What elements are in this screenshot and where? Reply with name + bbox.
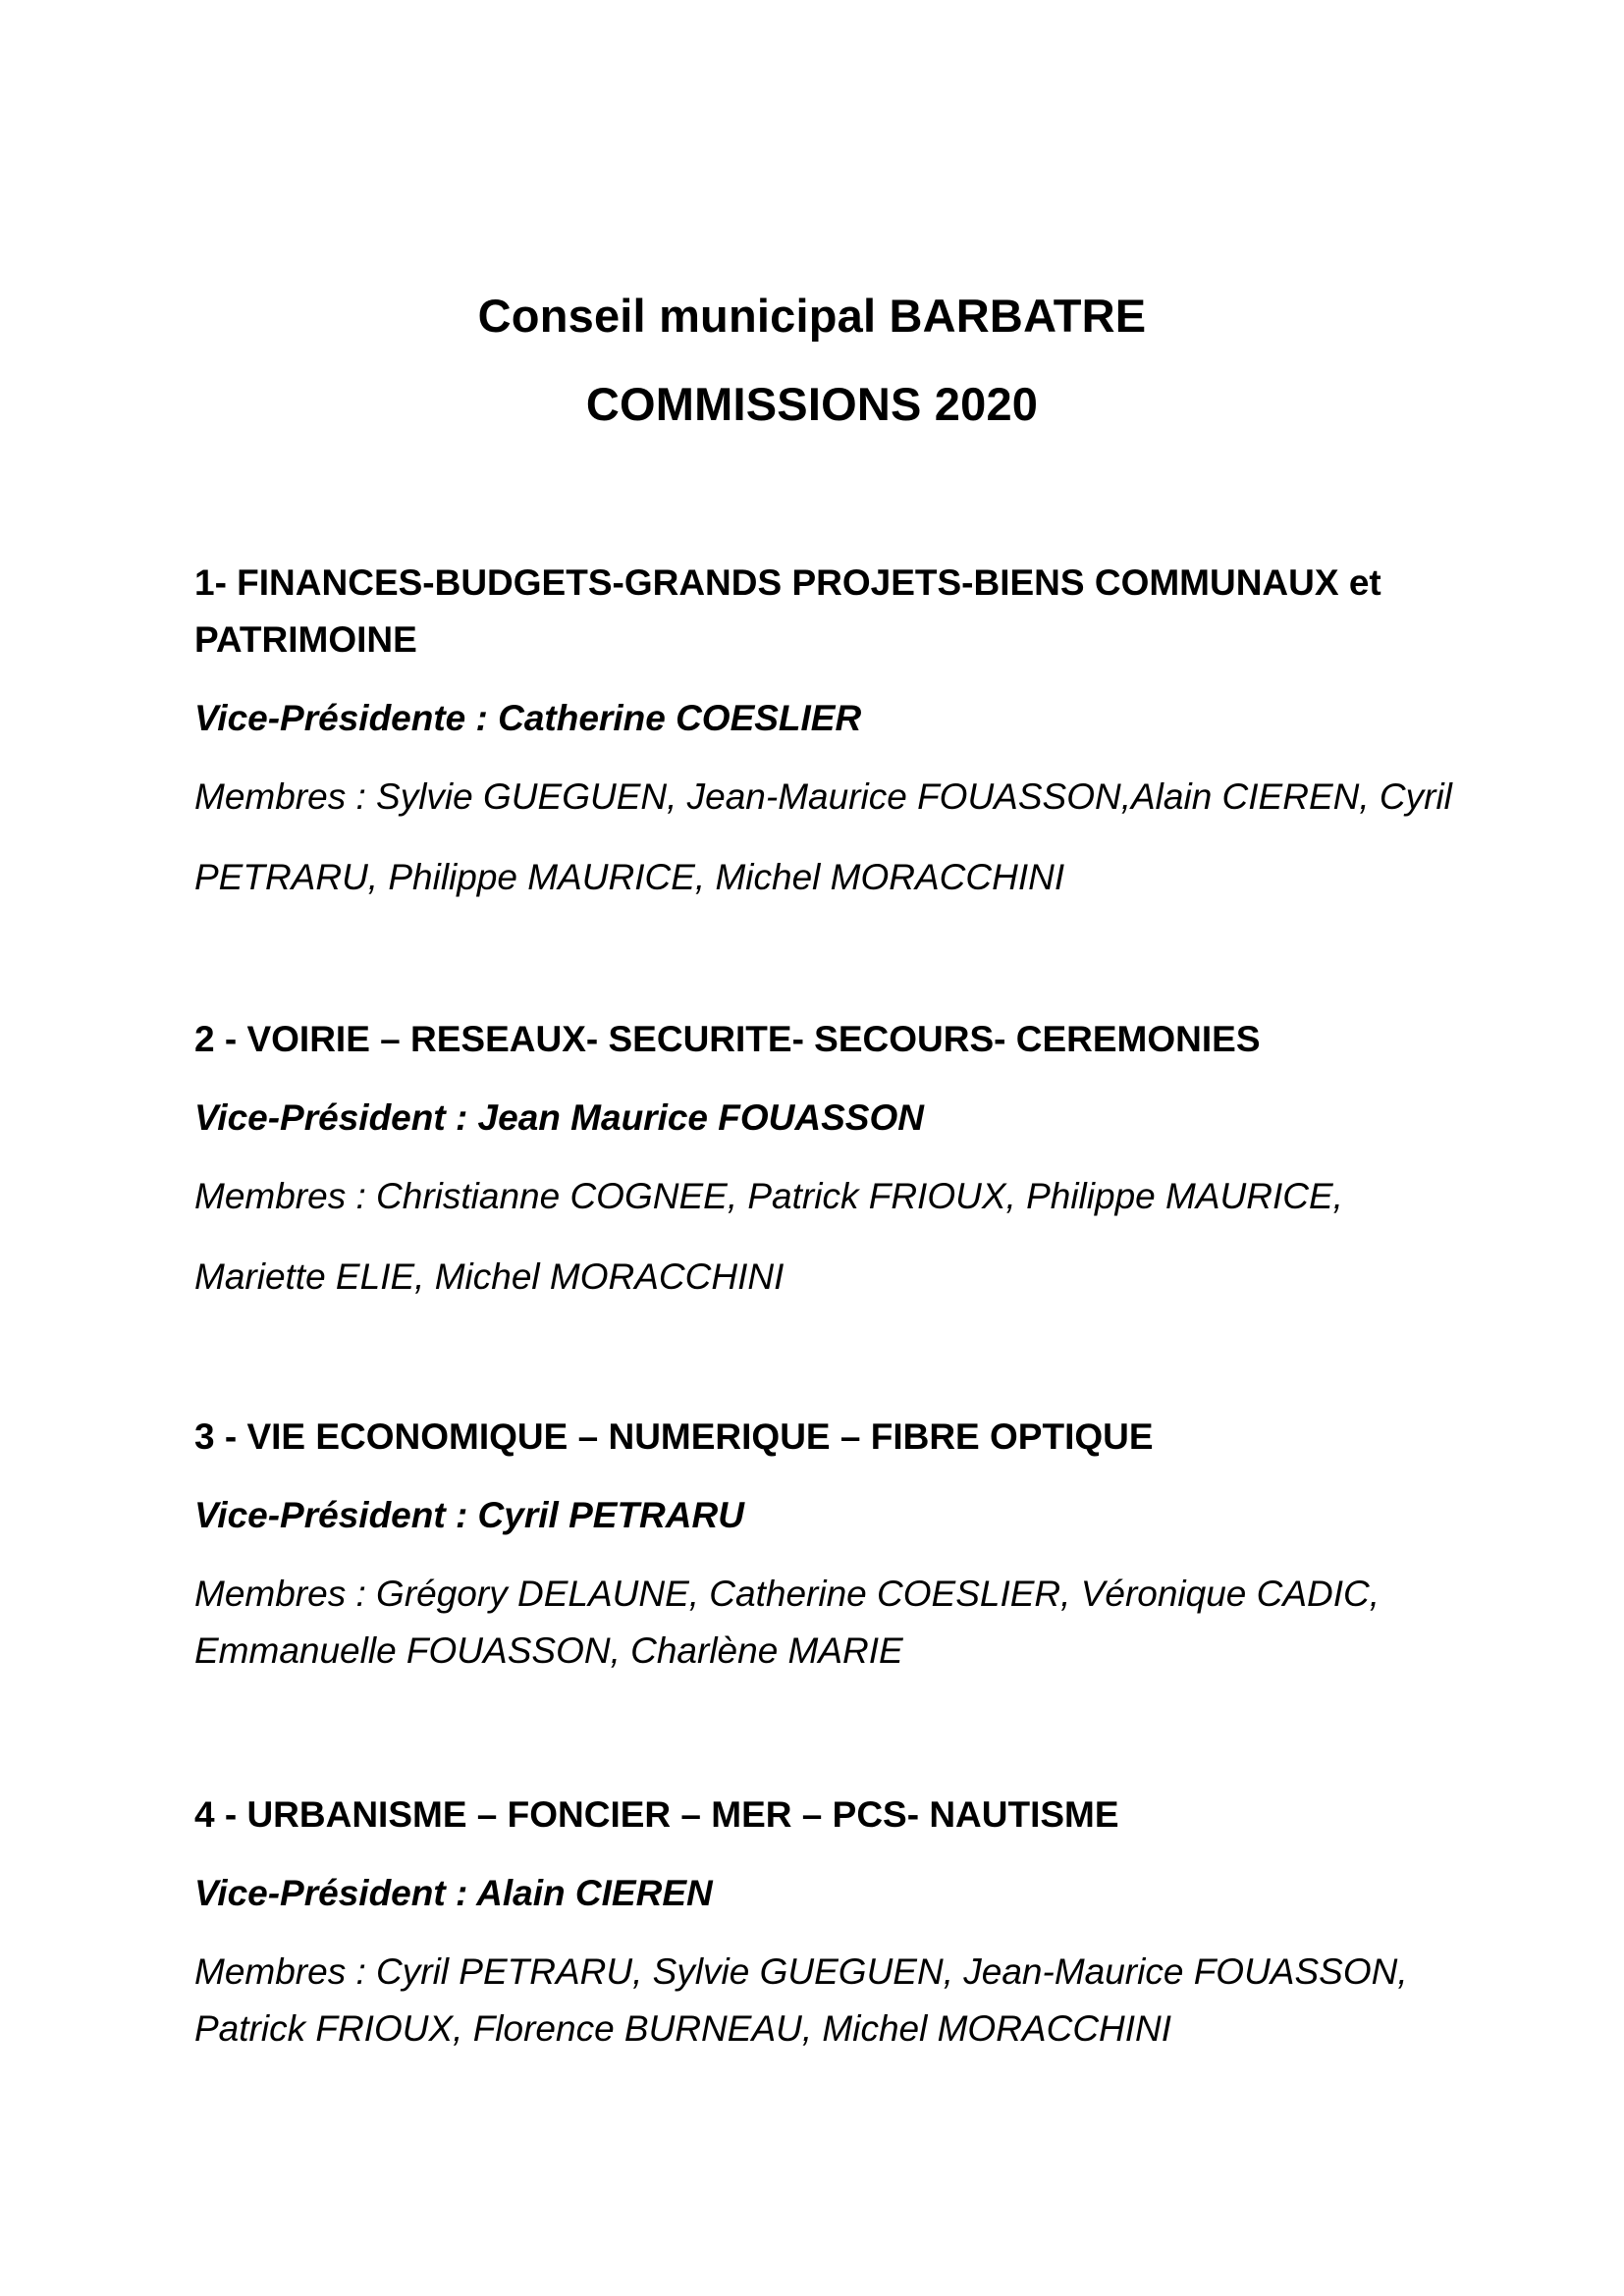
members-list: Membres : Christianne COGNEE, Patrick FRIOUX, Philippe MAURICE, Mariette ELIE, Michel MORACCHINI: [194, 1176, 1343, 1297]
commission-heading: 4 - URBANISME – FONCIER – MER – PCS- NAUTISME: [194, 1794, 1119, 1835]
title-commissions: COMMISSIONS 2020: [585, 378, 1039, 430]
document-title: [0, 287, 1624, 463]
members-list: Membres : Grégory DELAUNE, Catherine COESLIER, Véronique CADIC, Emmanuelle FOUASSON, Charlène MARIE: [194, 1574, 1380, 1671]
title-council: Conseil municipal BARBATRE: [477, 290, 1147, 342]
commission-heading: 3 - VIE ECONOMIQUE – NUMERIQUE – FIBRE OPTIQUE: [194, 1416, 1154, 1457]
vice-president: Vice-Présidente : Catherine COESLIER: [194, 698, 862, 738]
commission-3: [194, 1409, 1461, 1680]
commission-2: [194, 1011, 1461, 1317]
commission-1: [194, 555, 1461, 918]
members-list: Membres : Sylvie GUEGUEN, Jean-Maurice FOUASSON,Alain CIEREN, Cyril PETRARU, Philippe MAURICE, Michel MORACCHINI: [194, 776, 1452, 897]
members-list: Membres : Cyril PETRARU, Sylvie GUEGUEN, Jean-Maurice FOUASSON, Patrick FRIOUX, Florence BURNEAU, Michel MORACCHINI: [194, 1951, 1408, 2049]
commission-4: [194, 1787, 1461, 2057]
vice-president: Vice-Président : Jean Maurice FOUASSON: [194, 1097, 924, 1138]
vice-president: Vice-Président : Cyril PETRARU: [194, 1495, 744, 1535]
commission-heading: 1- FINANCES-BUDGETS-GRANDS PROJETS-BIENS COMMUNAUX et PATRIMOINE: [194, 562, 1381, 660]
vice-president: Vice-Président : Alain CIEREN: [194, 1873, 713, 1913]
commission-heading: 2 - VOIRIE – RESEAUX- SECURITE- SECOURS- CEREMONIES: [194, 1019, 1261, 1059]
